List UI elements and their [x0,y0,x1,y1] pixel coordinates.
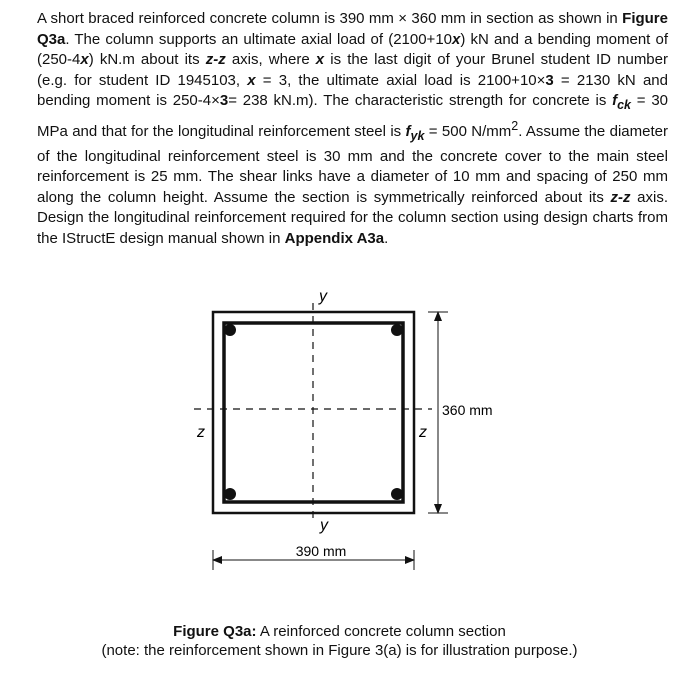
column-section-figure [0,280,683,620]
rebar-top-left [224,324,236,336]
axis-label: z-z [610,188,631,206]
rebar-bottom-left [224,488,236,500]
axis-label: z-z [205,51,226,69]
rebar-bottom-right [391,488,403,500]
height-dimension-label: 360 mm [442,402,493,418]
rebar-top-right [391,324,403,336]
z-label-left: z [197,424,205,441]
figure-caption: Figure Q3a: A reinforced concrete column section [173,623,506,640]
y-label-top: y [319,288,327,305]
figure-reference: Figure Q3a [37,10,668,48]
problem-statement: A short braced reinforced concrete column is 390 mm × 360 mm in section as shown in Figure Q3a. The column supports an ultimate axial load of (2100+10x) kN and a bending moment of (250-4x) kN.m about its z-z axis, where x is the last digit of your Brunel student ID number (e.g. for student ID 1945103, x = 3, the ultimate axial load is 2100+10×3 = 2130 kN and bending moment is 250-4×3= 238 kN.m). The characteristic strength for concrete is $f_{ck} = 30$ MPa and that for the longitudinal reinforcement steel is $f_{yk} = 500$ $N/mm^2$. Assume the diameter of the longitudinal reinforcement steel is 30 mm and the concrete cover to the main steel reinforcement is 25 mm. The shear links have a diameter of 10 mm and spacing of 250 mm along the column height. Assume the section is symmetrically reinforced about its z-z axis. Design the longitudinal reinforcement required for the column section using design charts from the IStructE design manual shown in Appendix A3a. [37,10,669,247]
y-label-bottom: y [320,517,328,534]
z-label-right: z [419,424,427,441]
figure-note: (note: the reinforcement shown in Figure 3(a) is for illustration purpose.) [101,642,578,659]
width-dimension-label: 390 mm [295,543,347,559]
appendix-reference: Appendix A3a [284,229,385,247]
